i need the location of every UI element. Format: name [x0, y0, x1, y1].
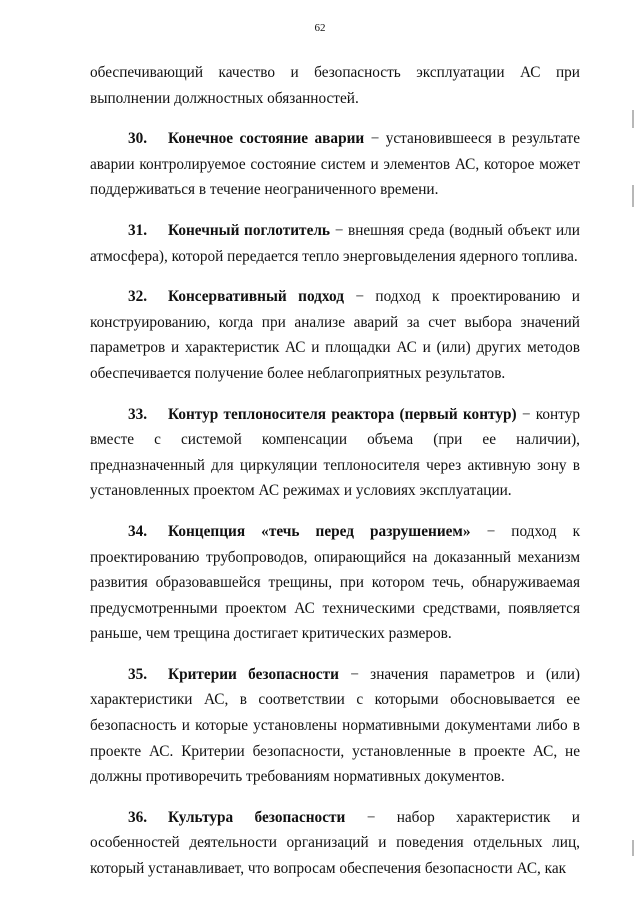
definition-text: − подход к проектированию и конструированию, когда при анализе аварий за счет выбора значений параметров и характеристик АС и площадки АС и (или) других методов обеспечивается получение более неблагоприятных результатов. [90, 288, 580, 382]
definition-text: − контур вместе с системой компенсации объема (при ее наличии), предназначенный для циркуляции теплоносителя через активную зону в установленных проектом АС режимах и условиях эксплуатации. [90, 405, 580, 500]
scan-edge-mark [632, 185, 634, 207]
document-body [90, 60, 580, 897]
page-number: 62 [314, 22, 326, 34]
definition-34 [90, 519, 580, 647]
continuation-paragraph: обеспечивающий качество и безопасность эксплуатации АС при выполнении должностных обязанностей. [90, 64, 580, 107]
term: Критерии безопасности [168, 665, 339, 683]
definition-36 [90, 805, 580, 882]
definition-text: − значения параметров и (или) характеристики АС, в соответствии с которыми обосновывается ее безопасность и которые установлены нормативными документами либо в проекте АС. Критерии безопасности, установленные в проекте АС, не должны противоречить требованиям нормативных документов. [90, 665, 581, 786]
definition-text: − внешняя среда (водный объект или атмосфера), которой передается тепло энерговыделения ядерного топлива. [90, 221, 580, 265]
definition-30 [90, 126, 580, 203]
term: Культура безопасности [168, 808, 346, 826]
term: Консервативный подход [168, 288, 344, 306]
definition-35 [90, 662, 580, 790]
item-number: 33. [128, 405, 148, 423]
term: Концепция «течь перед разрушением» [168, 522, 471, 540]
scan-edge-mark [632, 840, 634, 856]
definition-text: − подход к проектированию трубопроводов, опирающийся на доказанный механизм развития образовавшейся трещины, при котором течь, обнаруживаемая предусмотренными проектом АС техническими средствами, появляется раньше, чем трещина достигает критических размеров. [90, 522, 580, 643]
definition-31 [90, 218, 580, 269]
item-number: 34. [128, 522, 148, 540]
term: Контур теплоносителя реактора (первый контур) [168, 405, 517, 423]
item-number: 31. [128, 221, 148, 239]
item-number: 36. [128, 808, 148, 826]
item-number: 35. [128, 665, 148, 683]
item-number: 32. [128, 288, 148, 306]
definition-32 [90, 284, 580, 386]
definition-text: − установившееся в результате аварии контролируемое состояние систем и элементов АС, которое может поддерживаться в течение неограниченного времени. [90, 130, 580, 199]
definition-text: − набор характеристик и особенностей деятельности организаций и поведения отдельных лиц, который устанавливает, что вопросам обеспечения безопасности АС, как [90, 808, 580, 878]
term: Конечное состояние аварии [168, 130, 365, 148]
definition-33 [90, 402, 580, 504]
term: Конечный поглотитель [168, 221, 331, 239]
scan-edge-mark [632, 110, 634, 128]
item-number: 30. [128, 130, 148, 148]
